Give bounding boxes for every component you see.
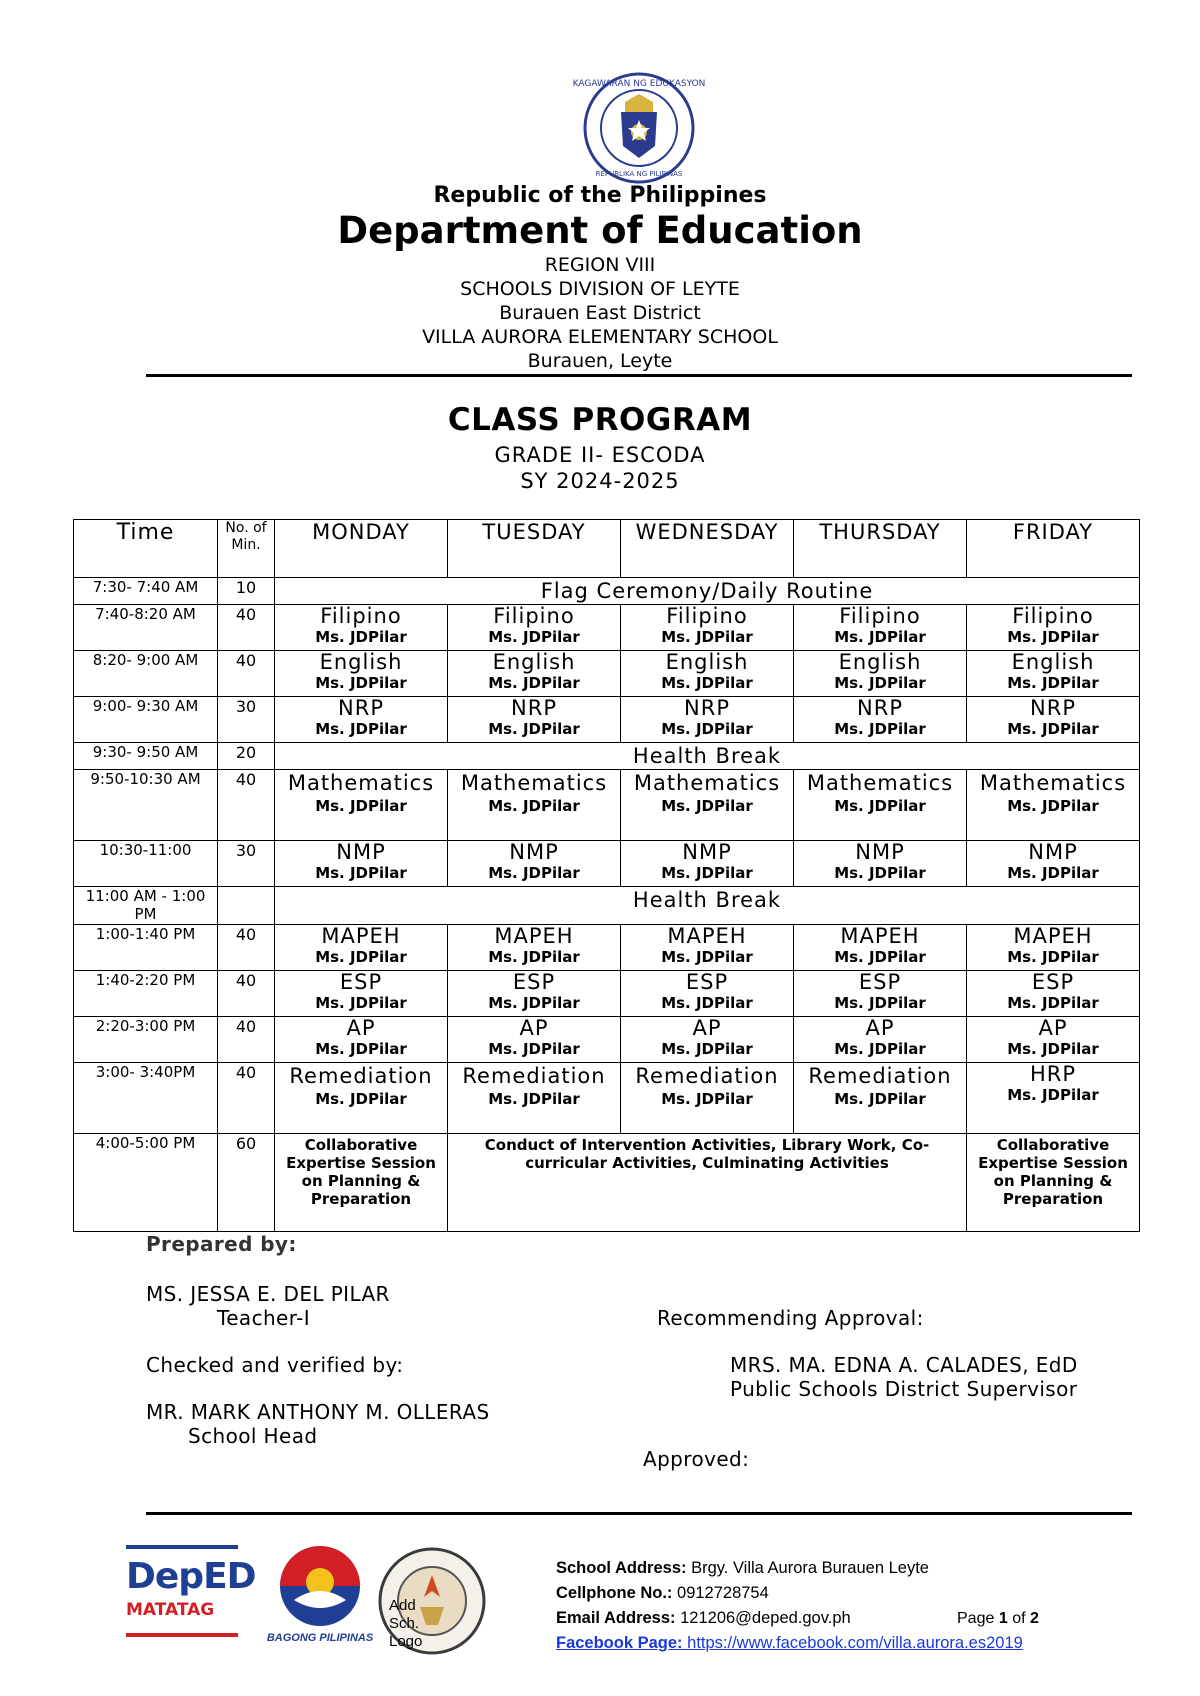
subject-name: Mathematics: [979, 771, 1127, 795]
subject-name: Filipino: [320, 604, 402, 628]
teacher-name: Ms. JDPilar: [661, 720, 753, 738]
schedule-cell: [794, 770, 967, 841]
teacher-name: Ms. JDPilar: [1007, 628, 1099, 646]
table-row: [74, 770, 1140, 841]
subject-name: HRP: [1029, 1062, 1077, 1086]
col-header-time: Time: [74, 520, 218, 578]
schedule-cell: [621, 697, 794, 743]
subject-name: ESP: [685, 970, 729, 994]
checked-verified-label: Checked and verified by:: [146, 1353, 404, 1377]
subject-name: NMP: [682, 840, 732, 864]
schedule-cell: [448, 1063, 621, 1134]
schedule-cell: [794, 1063, 967, 1134]
col-header-minutes: No. of Min.: [218, 520, 275, 578]
schedule-cell: [621, 1017, 794, 1063]
schedule-cell: [794, 697, 967, 743]
row-time: 2:20-3:00 PM: [74, 1017, 218, 1063]
teacher-name: Ms. JDPilar: [834, 864, 926, 882]
schedule-cell: [621, 841, 794, 887]
teacher-name: Ms. JDPilar: [661, 628, 753, 646]
row-minutes: 10: [218, 578, 275, 605]
schedule-cell: [794, 971, 967, 1017]
table-row: [74, 1017, 1140, 1063]
subject-name: English: [319, 650, 403, 674]
page-word: Page: [957, 1610, 995, 1627]
subject-name: English: [1011, 650, 1095, 674]
teacher-name: Ms. JDPilar: [661, 1040, 753, 1058]
row-time: 9:00- 9:30 AM: [74, 697, 218, 743]
teacher-name: Ms. JDPilar: [834, 628, 926, 646]
seal-ring-text-bottom: REPUBLIKA NG PILIPINAS: [595, 170, 683, 178]
teacher-name: Ms. JDPilar: [834, 1040, 926, 1058]
school-head-name: MR. MARK ANTHONY M. OLLERAS: [146, 1400, 490, 1424]
subject-name: NMP: [336, 840, 386, 864]
supervisor-title: Public Schools District Supervisor: [730, 1377, 1078, 1401]
row-time: 9:50-10:30 AM: [74, 770, 218, 841]
schedule-cell: [448, 697, 621, 743]
row-time: 1:40-2:20 PM: [74, 971, 218, 1017]
schedule-cell: [275, 651, 448, 697]
header-location: Burauen, Leyte: [527, 350, 673, 372]
row-time: 7:30- 7:40 AM: [74, 578, 218, 605]
subject-name: MAPEH: [494, 924, 574, 948]
subject-name: ESP: [512, 970, 556, 994]
schedule-cell: [621, 925, 794, 971]
schedule-cell: [448, 1017, 621, 1063]
row-time: 4:00-5:00 PM: [74, 1134, 218, 1232]
program-grade: GRADE II- ESCODA: [494, 443, 706, 467]
footer-divider: [146, 1512, 1132, 1515]
row-time: 1:00-1:40 PM: [74, 925, 218, 971]
row-minutes: 40: [218, 1063, 275, 1134]
teacher-name: Ms. JDPilar: [661, 994, 753, 1012]
row-minutes: 40: [218, 1017, 275, 1063]
email-value: 121206@deped.gov.ph: [680, 1609, 851, 1627]
schedule-cell: [448, 651, 621, 697]
schedule-cell: [448, 925, 621, 971]
table-row: [74, 841, 1140, 887]
subject-name: Mathematics: [633, 771, 781, 795]
teacher-name: Ms. JDPilar: [834, 797, 926, 815]
teacher-name: Ms. JDPilar: [834, 948, 926, 966]
footer-address: [556, 1559, 929, 1578]
schedule-cell: [621, 770, 794, 841]
recommending-approval-label: Recommending Approval:: [657, 1306, 924, 1330]
row-minutes: 40: [218, 971, 275, 1017]
subject-name: ESP: [1031, 970, 1075, 994]
subject-name: Mathematics: [287, 771, 435, 795]
table-row: [74, 578, 1140, 605]
merged-activity-cell: Health Break: [275, 743, 1140, 770]
teacher-name: Ms. JDPilar: [1007, 1086, 1099, 1104]
teacher-name: Ms. JDPilar: [315, 948, 407, 966]
row-time: 7:40-8:20 AM: [74, 605, 218, 651]
bagong-pilipinas-text: BAGONG PILIPINAS: [266, 1632, 374, 1644]
header-department: Department of Education: [337, 209, 863, 252]
subject-name: Filipino: [666, 604, 748, 628]
schedule-cell: [621, 651, 794, 697]
schedule-cell: [275, 925, 448, 971]
page-current: 1: [998, 1610, 1008, 1627]
email-label: Email Address:: [556, 1609, 676, 1627]
matatag-logo-text: MATATAG: [126, 1600, 215, 1620]
cellphone-value: 0912728754: [677, 1584, 769, 1602]
teacher-name: Ms. JDPilar: [315, 994, 407, 1012]
school-logo-text: Add Sch. Logo: [389, 1597, 423, 1650]
page-number: [957, 1610, 1039, 1628]
subject-name: Mathematics: [460, 771, 608, 795]
teacher-name: Ms. JDPilar: [834, 674, 926, 692]
teacher-name: Ms. JDPilar: [1007, 797, 1099, 815]
teacher-name: Ms. JDPilar: [315, 720, 407, 738]
teacher-name: Ms. JDPilar: [834, 1090, 926, 1108]
table-row: [74, 971, 1140, 1017]
subject-name: MAPEH: [840, 924, 920, 948]
subject-name: NRP: [857, 696, 903, 720]
prepared-by-title: Teacher-I: [217, 1306, 311, 1330]
header-divider: [146, 374, 1132, 377]
row-minutes: 30: [218, 697, 275, 743]
col-header-day: WEDNESDAY: [621, 520, 794, 578]
program-title: CLASS PROGRAM: [447, 402, 753, 438]
col-header-day: THURSDAY: [794, 520, 967, 578]
schedule-cell: [967, 651, 1140, 697]
supervisor-name: MRS. MA. EDNA A. CALADES, EdD: [730, 1353, 1078, 1377]
header-division: SCHOOLS DIVISION OF LEYTE: [460, 278, 740, 300]
schedule-cell: [448, 841, 621, 887]
teacher-name: Ms. JDPilar: [315, 628, 407, 646]
subject-name: Remediation: [635, 1064, 779, 1088]
teacher-name: Ms. JDPilar: [488, 628, 580, 646]
subject-name: MAPEH: [321, 924, 401, 948]
subject-name: AP: [692, 1016, 722, 1040]
teacher-name: Ms. JDPilar: [1007, 948, 1099, 966]
teacher-name: Ms. JDPilar: [315, 797, 407, 815]
row-minutes: 60: [218, 1134, 275, 1232]
schedule-cell: [794, 1017, 967, 1063]
page-of: of: [1012, 1610, 1026, 1627]
teacher-name: Ms. JDPilar: [834, 994, 926, 1012]
subject-name: NMP: [509, 840, 559, 864]
row-time: 10:30-11:00: [74, 841, 218, 887]
schedule-cell: [275, 971, 448, 1017]
school-logo-placeholder: [376, 1545, 488, 1657]
header-district: Burauen East District: [499, 302, 701, 324]
teacher-name: Ms. JDPilar: [488, 994, 580, 1012]
teacher-name: Ms. JDPilar: [488, 948, 580, 966]
schedule-cell: [275, 770, 448, 841]
facebook-url[interactable]: https://www.facebook.com/villa.aurora.es2019: [687, 1634, 1023, 1652]
subject-name: Filipino: [839, 604, 921, 628]
table-row: [74, 1063, 1140, 1134]
subject-name: AP: [346, 1016, 376, 1040]
program-sy: SY 2024-2025: [520, 469, 680, 493]
header-republic: Republic of the Philippines: [433, 183, 767, 208]
teacher-name: Ms. JDPilar: [488, 797, 580, 815]
deped-seal-logo: [572, 72, 706, 184]
subject-name: NMP: [1028, 840, 1078, 864]
school-head-title: School Head: [188, 1424, 318, 1448]
schedule-cell: [275, 697, 448, 743]
schedule-cell: [967, 1063, 1140, 1134]
teacher-name: Ms. JDPilar: [488, 720, 580, 738]
address-value: Brgy. Villa Aurora Burauen Leyte: [691, 1559, 929, 1577]
teacher-name: Ms. JDPilar: [315, 864, 407, 882]
subject-name: ESP: [339, 970, 383, 994]
schedule-cell: [621, 605, 794, 651]
row-minutes: 40: [218, 925, 275, 971]
row-time: 9:30- 9:50 AM: [74, 743, 218, 770]
table-row: [74, 887, 1140, 925]
schedule-cell: [275, 605, 448, 651]
teacher-name: Ms. JDPilar: [488, 864, 580, 882]
teacher-name: Ms. JDPilar: [661, 1090, 753, 1108]
subject-name: AP: [865, 1016, 895, 1040]
subject-name: NMP: [855, 840, 905, 864]
schedule-cell: [794, 925, 967, 971]
col-header-day: TUESDAY: [448, 520, 621, 578]
schedule-cell: [275, 1063, 448, 1134]
deped-matatag-logo: [126, 1545, 256, 1649]
subject-name: AP: [1038, 1016, 1068, 1040]
deped-logo-text: DepED: [126, 1556, 256, 1597]
row-minutes: 40: [218, 770, 275, 841]
schedule-cell: [794, 841, 967, 887]
subject-name: ESP: [858, 970, 902, 994]
teacher-name: Ms. JDPilar: [661, 948, 753, 966]
teacher-name: Ms. JDPilar: [488, 1040, 580, 1058]
row-minutes: [218, 887, 275, 925]
teacher-name: Ms. JDPilar: [1007, 1040, 1099, 1058]
schedule-cell: [794, 605, 967, 651]
table-row: [74, 697, 1140, 743]
footer-facebook-link[interactable]: [556, 1634, 1023, 1653]
table-row: [74, 1134, 1140, 1232]
prepared-by-name: MS. JESSA E. DEL PILAR: [146, 1282, 390, 1306]
bagong-pilipinas-emblem-icon: [264, 1542, 376, 1628]
row-minutes: 40: [218, 651, 275, 697]
subject-name: English: [492, 650, 576, 674]
subject-name: Filipino: [493, 604, 575, 628]
schedule-cell: [967, 971, 1140, 1017]
subject-name: NRP: [684, 696, 730, 720]
teacher-name: Ms. JDPilar: [834, 720, 926, 738]
teacher-name: Ms. JDPilar: [661, 864, 753, 882]
teacher-name: Ms. JDPilar: [1007, 994, 1099, 1012]
teacher-name: Ms. JDPilar: [661, 674, 753, 692]
subject-name: MAPEH: [667, 924, 747, 948]
teacher-name: Ms. JDPilar: [315, 674, 407, 692]
collaborative-session-cell: Collaborative Expertise Session on Planning & Preparation: [967, 1134, 1140, 1232]
teacher-name: Ms. JDPilar: [1007, 720, 1099, 738]
facebook-label: Facebook Page:: [556, 1634, 683, 1652]
schedule-cell: [794, 651, 967, 697]
teacher-name: Ms. JDPilar: [488, 674, 580, 692]
table-row: [74, 743, 1140, 770]
subject-name: English: [838, 650, 922, 674]
table-row: [74, 925, 1140, 971]
subject-name: Filipino: [1012, 604, 1094, 628]
subject-name: Remediation: [289, 1064, 433, 1088]
teacher-name: Ms. JDPilar: [661, 797, 753, 815]
schedule-cell: [967, 605, 1140, 651]
seal-ring-text-top: KAGAWARAN NG EDUKASYON: [572, 79, 706, 89]
table-row: [74, 605, 1140, 651]
header-region: REGION VIII: [544, 254, 656, 276]
schedule-cell: [275, 841, 448, 887]
merged-activity-cell: Flag Ceremony/Daily Routine: [275, 578, 1140, 605]
subject-name: NRP: [511, 696, 557, 720]
schedule-cell: [448, 971, 621, 1017]
address-label: School Address:: [556, 1559, 687, 1577]
cellphone-label: Cellphone No.:: [556, 1584, 673, 1602]
table-header-row: [74, 520, 1140, 578]
schedule-cell: [967, 841, 1140, 887]
footer-email: [556, 1609, 851, 1628]
approved-label: Approved:: [643, 1447, 750, 1471]
row-minutes: 20: [218, 743, 275, 770]
subject-name: NRP: [1030, 696, 1076, 720]
subject-name: NRP: [338, 696, 384, 720]
teacher-name: Ms. JDPilar: [315, 1040, 407, 1058]
teacher-name: Ms. JDPilar: [315, 1090, 407, 1108]
schedule-cell: [621, 1063, 794, 1134]
row-time: 11:00 AM - 1:00 PM: [74, 887, 218, 925]
subject-name: Remediation: [808, 1064, 952, 1088]
collaborative-session-cell: Collaborative Expertise Session on Planning & Preparation: [275, 1134, 448, 1232]
schedule-cell: [967, 770, 1140, 841]
schedule-cell: [967, 697, 1140, 743]
col-header-day: FRIDAY: [967, 520, 1140, 578]
schedule-cell: [448, 605, 621, 651]
table-row: [74, 651, 1140, 697]
subject-name: Remediation: [462, 1064, 606, 1088]
schedule-cell: [275, 1017, 448, 1063]
subject-name: Mathematics: [806, 771, 954, 795]
schedule-cell: [967, 925, 1140, 971]
row-time: 3:00- 3:40PM: [74, 1063, 218, 1134]
footer-cellphone: [556, 1584, 769, 1603]
schedule-cell: [448, 770, 621, 841]
class-schedule-table: [73, 519, 1140, 1232]
row-time: 8:20- 9:00 AM: [74, 651, 218, 697]
row-minutes: 40: [218, 605, 275, 651]
bagong-pilipinas-logo: [264, 1542, 376, 1650]
row-minutes: 30: [218, 841, 275, 887]
subject-name: English: [665, 650, 749, 674]
merged-activity-cell: Health Break: [275, 887, 1140, 925]
subject-name: MAPEH: [1013, 924, 1093, 948]
teacher-name: Ms. JDPilar: [1007, 674, 1099, 692]
col-header-day: MONDAY: [275, 520, 448, 578]
page-total: 2: [1029, 1610, 1039, 1627]
schedule-cell: [967, 1017, 1140, 1063]
intervention-activities-cell: Conduct of Intervention Activities, Library Work, Co-curricular Activities, Culminating Activities: [448, 1134, 967, 1232]
subject-name: AP: [519, 1016, 549, 1040]
prepared-by-label: Prepared by:: [146, 1232, 297, 1256]
teacher-name: Ms. JDPilar: [1007, 864, 1099, 882]
schedule-cell: [621, 971, 794, 1017]
teacher-name: Ms. JDPilar: [488, 1090, 580, 1108]
header-school: VILLA AURORA ELEMENTARY SCHOOL: [422, 326, 778, 348]
